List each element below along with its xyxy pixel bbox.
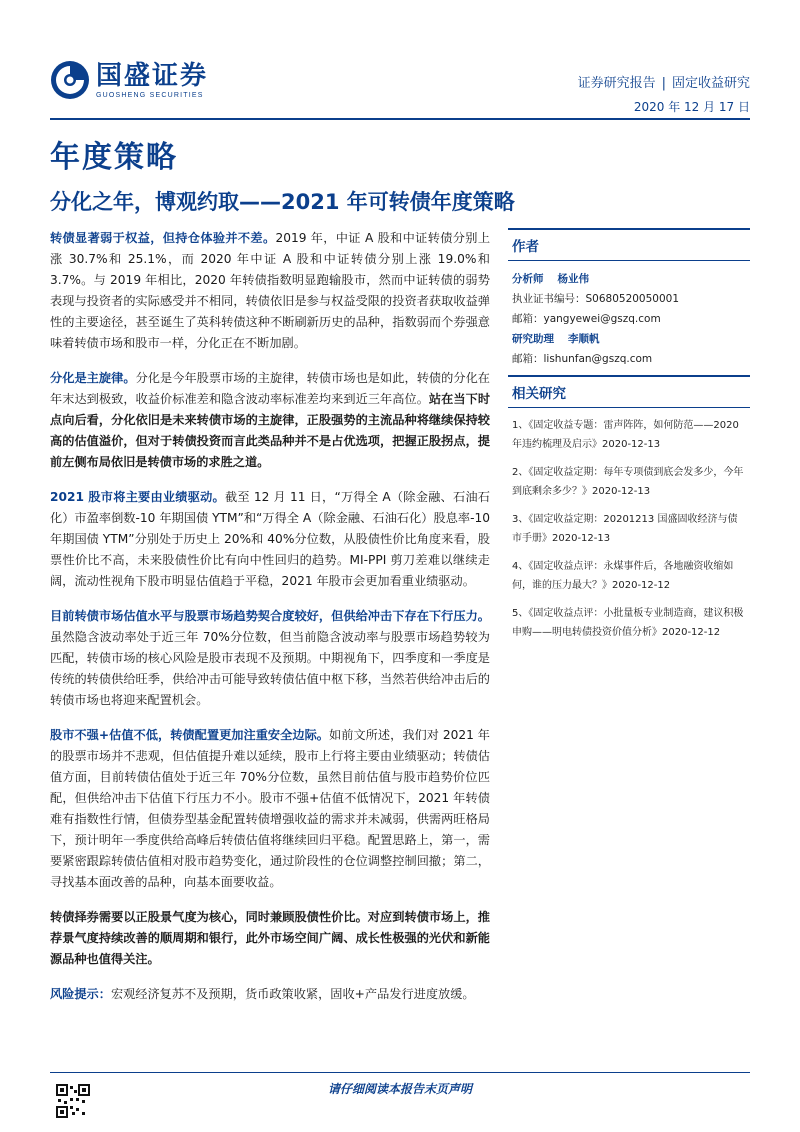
paragraph-text: 虽然隐含波动率处于近三年 70%分位数，但当前隐含波动率与股票市场趋势较为匹配，转债市场的核心风险是股市表现不及预期。中期视角下，四季度和一季度是传统的转债供给旺季，供给冲击可能导致转债估值中枢下移，当然若供给冲击后的转债市场也将迎来配置机会。 (50, 630, 490, 707)
header-separator: | (661, 76, 666, 91)
paragraph-heading: 转债显著弱于权益，但持仓体验并不差。 (50, 231, 276, 245)
footer-divider (50, 1072, 750, 1073)
paragraph-heading: 目前转债市场估值水平与股票市场趋势契合度较好，但供给冲击下存在下行压力。 (50, 609, 490, 623)
header-divider (50, 118, 750, 120)
paragraph-heading: 分化是主旋律。 (50, 371, 136, 385)
related-research-item[interactable]: 3、《固定收益定期：20201213 国盛固收经济与债市手册》2020-12-13 (512, 514, 738, 544)
report-body (50, 228, 490, 1019)
report-date: 2020 年 12 月 17 日 (633, 100, 750, 114)
brand-name-en: GUOSHENG SECURITIES (96, 91, 204, 99)
brand-logo (50, 60, 208, 100)
assistant-name: 李顺帆 (568, 333, 600, 345)
disclaimer-note: 请仔细阅读本报告末页声明 (327, 1082, 472, 1096)
report-type-label: 证券研究报告 (577, 76, 656, 91)
related-research-item[interactable]: 4、《固定收益点评：永煤事件后，各地融资收缩如何，谁的压力最大？》2020-12-12 (512, 561, 734, 591)
paragraph-text: 如前文所述，我们对 2021 年的股票市场并不悲观，但估值提升难以延续，股市上行将主要由业绩驱动；转债估值方面，目前转债估值处于近三年 70%分位数，虽然目前估值与股市趋势价位匹配，但供给冲击下估值下行压力不小。股市不强+估值不低情况下，2021 年转债难有指数性行情，但债券型基金配置转债增强收益的需求并未减弱，供需两旺格局下，预计明年一季度供给高峰后转债估值将继续回归平稳。配置思路上，第一，需要紧密跟踪转债估值相对股市趋势变化，通过阶段性的仓位调整控制回撤；第二，寻找基本面改善的品种，向基本面要收益。 (50, 728, 490, 889)
risk-warning (50, 984, 490, 1005)
related-research-list (508, 408, 750, 642)
body-paragraph (50, 606, 490, 711)
paragraph-heading: 股市不强+估值不低，转债配置更加注重安全边际。 (50, 728, 330, 742)
report-title: 分化之年，博观约取——2021 年可转债年度策略 (50, 190, 515, 214)
authors-section-title: 作者 (508, 228, 750, 261)
report-field-label: 固定收益研究 (671, 76, 750, 91)
body-paragraph (50, 228, 490, 354)
paragraph-text: 分化是今年股票市场的主旋律，转债市场也是如此，转债的分化在年末达到极致，收益价标准差和隐含波动率标准差均来到近三年高位。 (50, 371, 490, 406)
related-research-item[interactable]: 1、《固定收益专题：雷声阵阵，如何防范——2020 年违约梳理及启示》2020-12-13 (512, 420, 739, 450)
body-paragraph (50, 725, 490, 893)
analyst-role: 分析师 (512, 273, 544, 285)
paragraph-text: 2019 年，中证 A 股和中证转债分别上涨 30.7%和 25.1%，而 2020 年中证 A 股和中证转债分别上涨 19.0%和 3.7%。与 2019 年相比，2020 年转债指数明显跑输股市，然而中证转债的弱势表现与投资者的实际感受并不相同，转债依旧是参与权益受限的投资者获取收益弹性的主要途径，甚至诞生了英科转债这种不断刷新历史的品种，指数弱而个券强意味着转债市场和股市一样，分化正在不断加剧。 (50, 231, 491, 350)
analyst-email[interactable]: 邮箱：yangyewei@gszq.com (512, 313, 661, 325)
body-paragraph (50, 487, 490, 592)
paragraph-text: 截至 12 月 11 日，“万得全 A（除金融、石油石化）市盈率倒数-10 年期国债 YTM”和“万得全 A（除金融、石油石化）股息率-10 年期国债 YTM”分别处于历史上 20%和 40%分位数，从股债性价比角度来看，股票性价比不高，未来股债性价比有向中性回归的趋势。MI-PPI 剪刀差难以继续走阔，流动性视角下股市明显估值趋于平稳，2021 年股市会更加看重业绩驱动。 (50, 490, 490, 588)
assistant-row (512, 329, 746, 349)
related-research-title: 相关研究 (508, 375, 750, 408)
guosheng-logo-icon (50, 60, 90, 100)
report-type (578, 72, 750, 91)
assistant-email[interactable]: 邮箱：lishunfan@gszq.com (512, 353, 653, 365)
related-research-item[interactable]: 5、《固定收益点评：小批量板专业制造商，建议积极申购——明电转债投资价值分析》2020-12-12 (512, 608, 744, 638)
body-paragraph (50, 907, 490, 970)
paragraph-text: 宏观经济复苏不及预期，货币政策收紧，固收+产品发行进度放缓。 (110, 987, 475, 1001)
related-research-item[interactable]: 2、《固定收益定期：每年专项债到底会发多少，今年到底剩余多少？》2020-12-13 (512, 467, 744, 497)
analyst-name: 杨业伟 (557, 273, 589, 285)
paragraph-heading: 风险提示： (50, 987, 111, 1001)
analyst-license: 执业证书编号：S0680520050001 (512, 293, 680, 305)
paragraph-bold-text: 转债择券需要以正股景气度为核心，同时兼顾股债性价比。对应到转债市场上，推荐景气度持续改善的顺周期和银行，此外市场空间广阔、成长性极强的光伏和新能源品种也值得关注。 (50, 910, 490, 966)
authors-list (508, 261, 750, 375)
paragraph-bold-text: 站在当下时点向后看，分化依旧是未来转债市场的主旋律，正股强势的主流品种将继续保持较高的估值溢价，但对于转债投资而言此类品种并不是占优选项，把握正股拐点，提前左侧布局依旧是转债市场的求胜之道。 (50, 392, 491, 469)
analyst-row (512, 269, 746, 289)
body-paragraph (50, 368, 490, 473)
paragraph-heading: 2021 股市将主要由业绩驱动。 (50, 490, 225, 504)
report-sidebar (508, 228, 750, 651)
report-header (50, 58, 750, 118)
assistant-role: 研究助理 (512, 333, 554, 345)
report-category: 年度策略 (50, 140, 178, 175)
brand-name-cn: 国盛证券 (96, 60, 209, 91)
